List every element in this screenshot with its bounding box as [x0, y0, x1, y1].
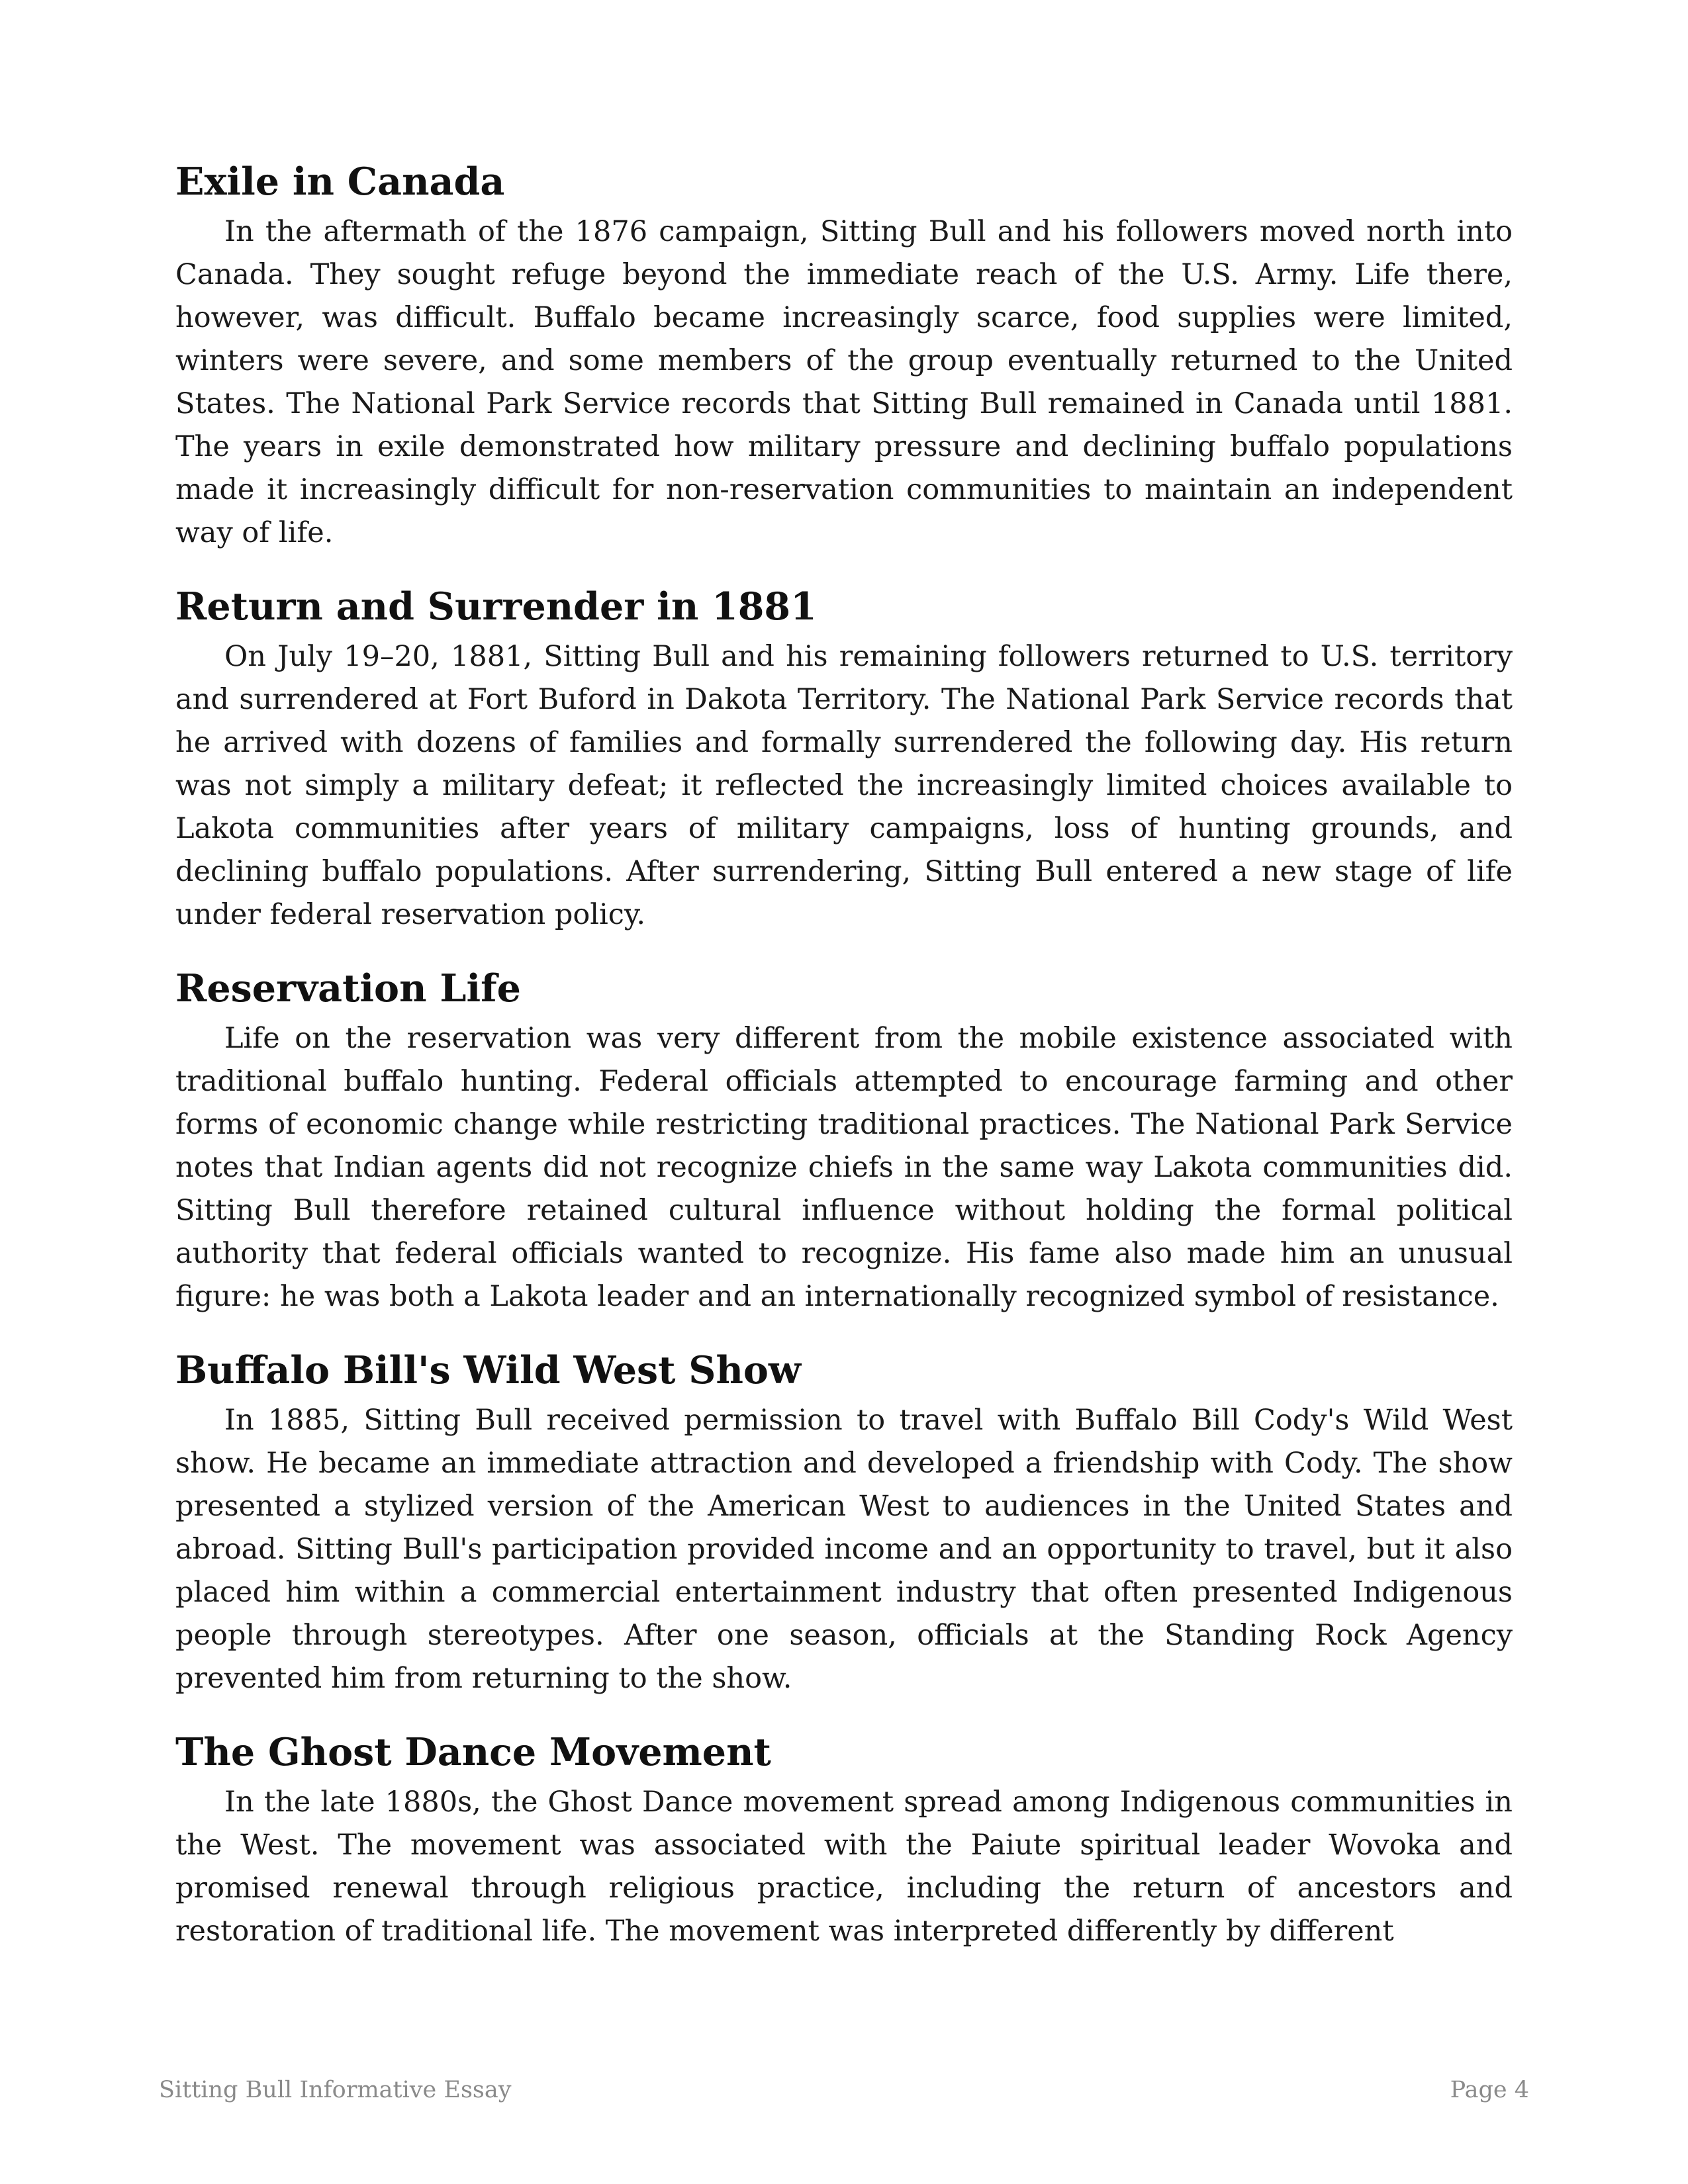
page-content: [175, 155, 1513, 1978]
section-paragraph: In the late 1880s, the Ghost Dance movement spread among Indigenous communities in the West. The movement was associated with the Paiute spiritual leader Wovoka and promised renewal through religious practice, including the return of ancestors and restoration of traditional life. The movement was interpreted differently by different: [175, 1786, 1513, 1948]
section-return-and-surrender: [175, 580, 1513, 936]
section-heading: Reservation Life: [175, 966, 521, 1011]
section-heading: Buffalo Bill's Wild West Show: [175, 1348, 801, 1392]
section-reservation-life: [175, 962, 1513, 1318]
footer-document-title: Sitting Bull Informative Essay: [159, 2077, 512, 2103]
section-heading: Exile in Canada: [175, 159, 505, 204]
section-paragraph: In 1885, Sitting Bull received permission to travel with Buffalo Bill Cody's Wild West show. He became an immediate attraction and developed a friendship with Cody. The show presented a stylized version of the American West to audiences in the United States and abroad. Sitting Bull's participation provided income and an opportunity to travel, but it also placed him within a commercial entertainment industry that often presented Indigenous people through stereotypes. After one season, officials at the Standing Rock Agency prevented him from returning to the show.: [175, 1404, 1513, 1695]
section-heading: The Ghost Dance Movement: [175, 1730, 771, 1774]
section-ghost-dance: [175, 1725, 1513, 1953]
section-paragraph: Life on the reservation was very different from the mobile existence associated with traditional buffalo hunting. Federal officials attempted to encourage farming and other forms of economic change while restricting traditional practices. The National Park Service notes that Indian agents did not recognize chiefs in the same way Lakota communities did. Sitting Bull therefore retained cultural influence without holding the formal political authority that federal officials wanted to recognize. His fame also made him an unusual figure: he was both a Lakota leader and an internationally recognized symbol of resistance.: [175, 1022, 1513, 1313]
section-paragraph: In the aftermath of the 1876 campaign, Sitting Bull and his followers moved north into Canada. They sought refuge beyond the immediate reach of the U.S. Army. Life there, however, was difficult. Buffalo became increasingly scarce, food supplies were limited, winters were severe, and some members of the group eventually returned to the United States. The National Park Service records that Sitting Bull remained in Canada until 1881. The years in exile demonstrated how military pressure and declining buffalo populations made it increasingly difficult for non-reservation communities to maintain an independent way of life.: [175, 215, 1513, 549]
section-heading: Return and Surrender in 1881: [175, 584, 817, 629]
section-paragraph: On July 19–20, 1881, Sitting Bull and his remaining followers returned to U.S. territory and surrendered at Fort Buford in Dakota Territory. The National Park Service records that he arrived with dozens of families and formally surrendered the following day. His return was not simply a military defeat; it reflected the increasingly limited choices available to Lakota communities after years of military campaigns, loss of hunting grounds, and declining buffalo populations. After surrendering, Sitting Bull entered a new stage of life under federal reservation policy.: [175, 640, 1513, 931]
section-exile-in-canada: [175, 155, 1513, 555]
page-footer: [159, 2077, 1529, 2103]
section-wild-west-show: [175, 1343, 1513, 1700]
footer-page-number: Page 4: [1450, 2077, 1529, 2103]
